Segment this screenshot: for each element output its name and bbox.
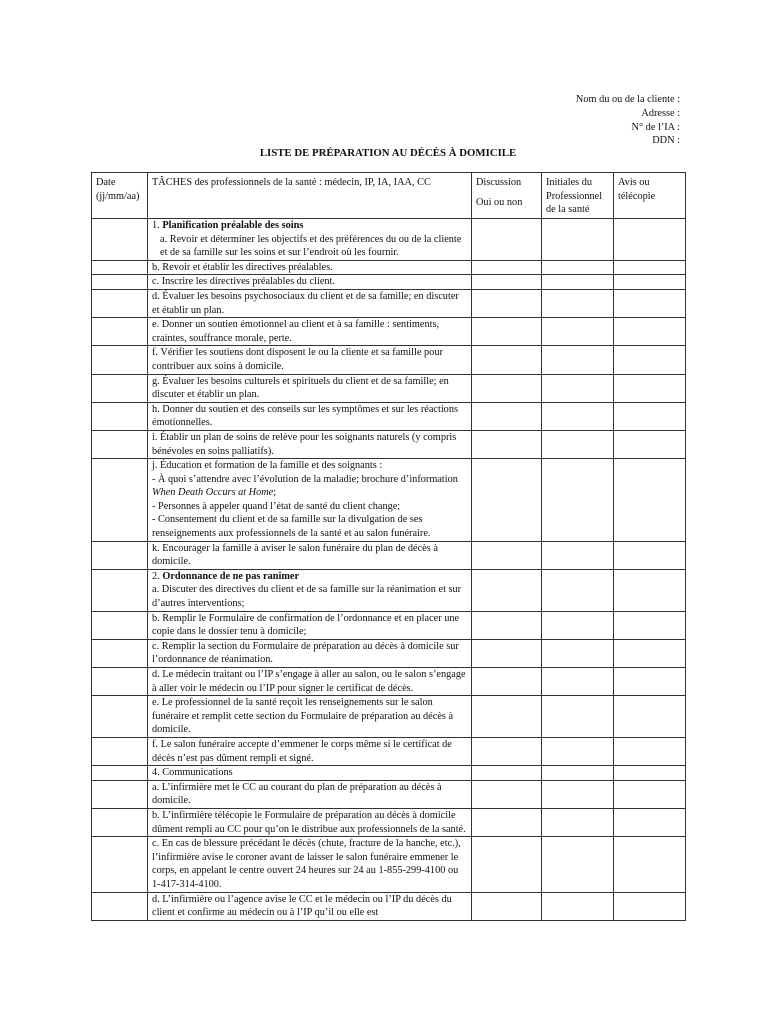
header-date: Date (jj/mm/aa) [92, 173, 148, 219]
discussion-cell[interactable] [472, 459, 542, 542]
table-row [92, 668, 686, 696]
initials-cell[interactable] [542, 346, 614, 374]
date-cell[interactable] [92, 318, 148, 346]
initials-cell[interactable] [542, 318, 614, 346]
date-cell[interactable] [92, 780, 148, 808]
discussion-cell[interactable] [472, 402, 542, 430]
header-fax: Avis ou télécopie [614, 173, 686, 219]
table-row [92, 374, 686, 402]
fax-cell[interactable] [614, 737, 686, 765]
table-row [92, 639, 686, 667]
task-cell: b. L’infirmière télécopie le Formulaire de préparation au décès à domicile dûment rempli au CC pour qu’on le distribue aux professionnels de la santé. [148, 808, 472, 836]
discussion-cell[interactable] [472, 737, 542, 765]
date-cell[interactable] [92, 892, 148, 920]
date-cell[interactable] [92, 374, 148, 402]
table-row [92, 696, 686, 738]
fax-cell[interactable] [614, 430, 686, 458]
table-row [92, 289, 686, 317]
date-cell[interactable] [92, 611, 148, 639]
table-row [92, 541, 686, 569]
discussion-cell[interactable] [472, 808, 542, 836]
task-cell: e. Donner un soutien émotionnel au client et à sa famille : sentiments, craintes, souffrance morale, perte. [148, 318, 472, 346]
fax-cell[interactable] [614, 318, 686, 346]
header-discussion-label: Discussion [476, 177, 522, 188]
discussion-cell[interactable] [472, 219, 542, 261]
discussion-cell[interactable] [472, 892, 542, 920]
fax-cell[interactable] [614, 808, 686, 836]
table-row [92, 569, 686, 611]
initials-cell[interactable] [542, 780, 614, 808]
date-cell[interactable] [92, 766, 148, 781]
discussion-cell[interactable] [472, 430, 542, 458]
fax-cell[interactable] [614, 459, 686, 542]
date-cell[interactable] [92, 808, 148, 836]
task-text: a. Revoir et déterminer les objectifs et des préférences du ou de la cliente et de sa famille sur les soins et sur l’endroit où les fournir. [160, 233, 462, 259]
task-cell: d. Le médecin traitant ou l’IP s’engage à aller au salon, ou le salon s’engage à aller voir le médecin ou l’IP pour signer le certificat de décès. [148, 668, 472, 696]
fax-cell[interactable] [614, 837, 686, 892]
initials-cell[interactable] [542, 737, 614, 765]
table-row [92, 780, 686, 808]
task-cell [148, 459, 472, 542]
date-cell[interactable] [92, 430, 148, 458]
discussion-cell[interactable] [472, 837, 542, 892]
table-row [92, 611, 686, 639]
task-bullet-punct: ; [273, 487, 277, 499]
date-cell[interactable] [92, 696, 148, 738]
client-ia-label: N° de l’IA : [631, 121, 680, 133]
fax-cell[interactable] [614, 766, 686, 781]
initials-cell[interactable] [542, 402, 614, 430]
fax-cell[interactable] [614, 668, 686, 696]
initials-cell[interactable] [542, 289, 614, 317]
discussion-cell[interactable] [472, 318, 542, 346]
task-cell: d. Évaluer les besoins psychosociaux du client et de sa famille; en discuter et établir un plan. [148, 289, 472, 317]
client-info-block [576, 93, 680, 148]
table-row [92, 275, 686, 290]
fax-cell[interactable] [614, 780, 686, 808]
client-ddn-label: DDN : [652, 135, 680, 147]
initials-cell[interactable] [542, 219, 614, 261]
header-tasks: TÂCHES des professionnels de la santé : médecin, IP, IA, IAA, CC [148, 173, 472, 219]
table-row [92, 766, 686, 781]
checklist-table [91, 172, 686, 921]
client-name-label: Nom du ou de la cliente : [575, 94, 680, 105]
task-cell: c. En cas de blessure précédant le décès (chute, fracture de la hanche, etc.), l’infirmière avise le coroner avant de laisser le salon funéraire emmener le corps, en appelant le centre ouvert 24 heures sur 24 au 1-855-299-4100 ou 1-417-314-4100. [148, 837, 472, 892]
discussion-cell[interactable] [472, 766, 542, 781]
initials-cell[interactable] [542, 696, 614, 738]
task-cell: f. Le salon funéraire accepte d’emmener le corps même si le certificat de décès n’est pas dûment rempli et signé. [148, 737, 472, 765]
table-row [92, 402, 686, 430]
table-row [92, 346, 686, 374]
discussion-cell[interactable] [472, 639, 542, 667]
fax-cell[interactable] [614, 696, 686, 738]
task-cell: c. Inscrire les directives préalables du client. [148, 275, 472, 290]
initials-cell[interactable] [542, 374, 614, 402]
discussion-cell[interactable] [472, 374, 542, 402]
task-cell: c. Remplir la section du Formulaire de préparation au décès à domicile sur l’ordonnance de réanimation. [148, 639, 472, 667]
brochure-title: When Death Occurs at Home [152, 487, 274, 499]
initials-cell[interactable] [542, 459, 614, 542]
fax-cell[interactable] [614, 289, 686, 317]
fax-cell[interactable] [614, 219, 686, 261]
task-bullet: - Personnes à appeler quand l’état de santé du client change; [152, 500, 401, 512]
task-cell: h. Donner du soutien et des conseils sur les symptômes et sur les réactions émotionnelles. [148, 402, 472, 430]
section-heading: Ordonnance de ne pas ranimer [162, 570, 300, 582]
fax-cell[interactable] [614, 639, 686, 667]
task-cell [148, 569, 472, 611]
date-cell[interactable] [92, 402, 148, 430]
fax-cell[interactable] [614, 402, 686, 430]
task-cell: f. Vérifier les soutiens dont disposent le ou la cliente et sa famille pour contribuer aux soins à domicile. [148, 346, 472, 374]
initials-cell[interactable] [542, 275, 614, 290]
task-cell [148, 219, 472, 261]
initials-cell[interactable] [542, 668, 614, 696]
task-cell: i. Établir un plan de soins de relève pour les soignants naturels (y compris bénévoles en soins palliatifs). [148, 430, 472, 458]
table-row [92, 219, 686, 261]
client-address-label: Adresse : [641, 107, 680, 119]
discussion-cell[interactable] [472, 611, 542, 639]
section-number: 2. [152, 570, 160, 582]
section-heading: Planification préalable des soins [162, 220, 304, 231]
initials-cell[interactable] [542, 611, 614, 639]
discussion-cell[interactable] [472, 668, 542, 696]
initials-cell[interactable] [542, 837, 614, 892]
task-cell: b. Revoir et établir les directives préalables. [148, 260, 472, 275]
section-number: 1. [152, 220, 160, 231]
date-cell[interactable] [92, 289, 148, 317]
table-row [92, 808, 686, 836]
task-bullet [152, 473, 467, 500]
table-row [92, 737, 686, 765]
table-row [92, 892, 686, 920]
task-cell: b. Remplir le Formulaire de confirmation de l’ordonnance et en placer une copie dans le dossier tenu à domicile; [148, 611, 472, 639]
task-bullet-text: - À quoi s’attendre avec l’évolution de la maladie; brochure d’information [152, 473, 458, 485]
discussion-cell[interactable] [472, 275, 542, 290]
date-cell[interactable] [92, 219, 148, 261]
fax-cell[interactable] [614, 346, 686, 374]
date-cell[interactable] [92, 569, 148, 611]
initials-cell[interactable] [542, 639, 614, 667]
initials-cell[interactable] [542, 260, 614, 275]
discussion-cell[interactable] [472, 541, 542, 569]
initials-cell[interactable] [542, 766, 614, 781]
task-cell: a. L’infirmière met le CC au courant du plan de préparation au décès à domicile. [148, 780, 472, 808]
task-bullet: - Consentement du client et de sa famille sur la divulgation de ses renseignements aux professionnels de la santé et au salon funéraire. [152, 514, 431, 540]
date-cell[interactable] [92, 737, 148, 765]
fax-cell[interactable] [614, 541, 686, 569]
discussion-cell[interactable] [472, 289, 542, 317]
table-row [92, 430, 686, 458]
date-cell[interactable] [92, 260, 148, 275]
discussion-cell[interactable] [472, 569, 542, 611]
table-row [92, 459, 686, 542]
fax-cell[interactable] [614, 260, 686, 275]
table-row [92, 318, 686, 346]
header-discussion [472, 173, 542, 219]
date-cell[interactable] [92, 837, 148, 892]
fax-cell[interactable] [614, 569, 686, 611]
discussion-cell[interactable] [472, 780, 542, 808]
header-discussion-sub: Oui ou non [476, 196, 523, 208]
section-heading: 4. Communications [148, 766, 472, 781]
initials-cell[interactable] [542, 808, 614, 836]
document-title: LISTE DE PRÉPARATION AU DÉCÈS À DOMICILE [259, 147, 517, 159]
fax-cell[interactable] [614, 275, 686, 290]
task-text: j. Éducation et formation de la famille et des soignants : [152, 460, 383, 472]
table-header-row [92, 173, 686, 219]
task-text: a. Discuter des directives du client et de sa famille sur la réanimation et sur d’autres interventions; [152, 584, 462, 610]
date-cell[interactable] [92, 346, 148, 374]
table-row [92, 260, 686, 275]
fax-cell[interactable] [614, 611, 686, 639]
discussion-cell[interactable] [472, 346, 542, 374]
date-cell[interactable] [92, 275, 148, 290]
discussion-cell[interactable] [472, 696, 542, 738]
fax-cell[interactable] [614, 374, 686, 402]
initials-cell[interactable] [542, 541, 614, 569]
discussion-cell[interactable] [472, 260, 542, 275]
date-cell[interactable] [92, 459, 148, 542]
task-cell: d. L’infirmière ou l’agence avise le CC et le médecin ou l’IP du décès du client et confirme au médecin ou à l’IP qu’il ou elle est [148, 892, 472, 920]
date-cell[interactable] [92, 668, 148, 696]
initials-cell[interactable] [542, 892, 614, 920]
date-cell[interactable] [92, 639, 148, 667]
task-cell: k. Encourager la famille à aviser le salon funéraire du plan de décès à domicile. [148, 541, 472, 569]
fax-cell[interactable] [614, 892, 686, 920]
initials-cell[interactable] [542, 569, 614, 611]
date-cell[interactable] [92, 541, 148, 569]
task-cell: g. Évaluer les besoins culturels et spirituels du client et de sa famille; en discuter et établir un plan. [148, 374, 472, 402]
initials-cell[interactable] [542, 430, 614, 458]
table-row [92, 837, 686, 892]
header-initials: Initiales du Professionnel de la santé [542, 173, 614, 219]
task-cell: e. Le professionnel de la santé reçoit les renseignements sur le salon funéraire et remplit cette section du Formulaire de préparation au décès à domicile. [148, 696, 472, 738]
